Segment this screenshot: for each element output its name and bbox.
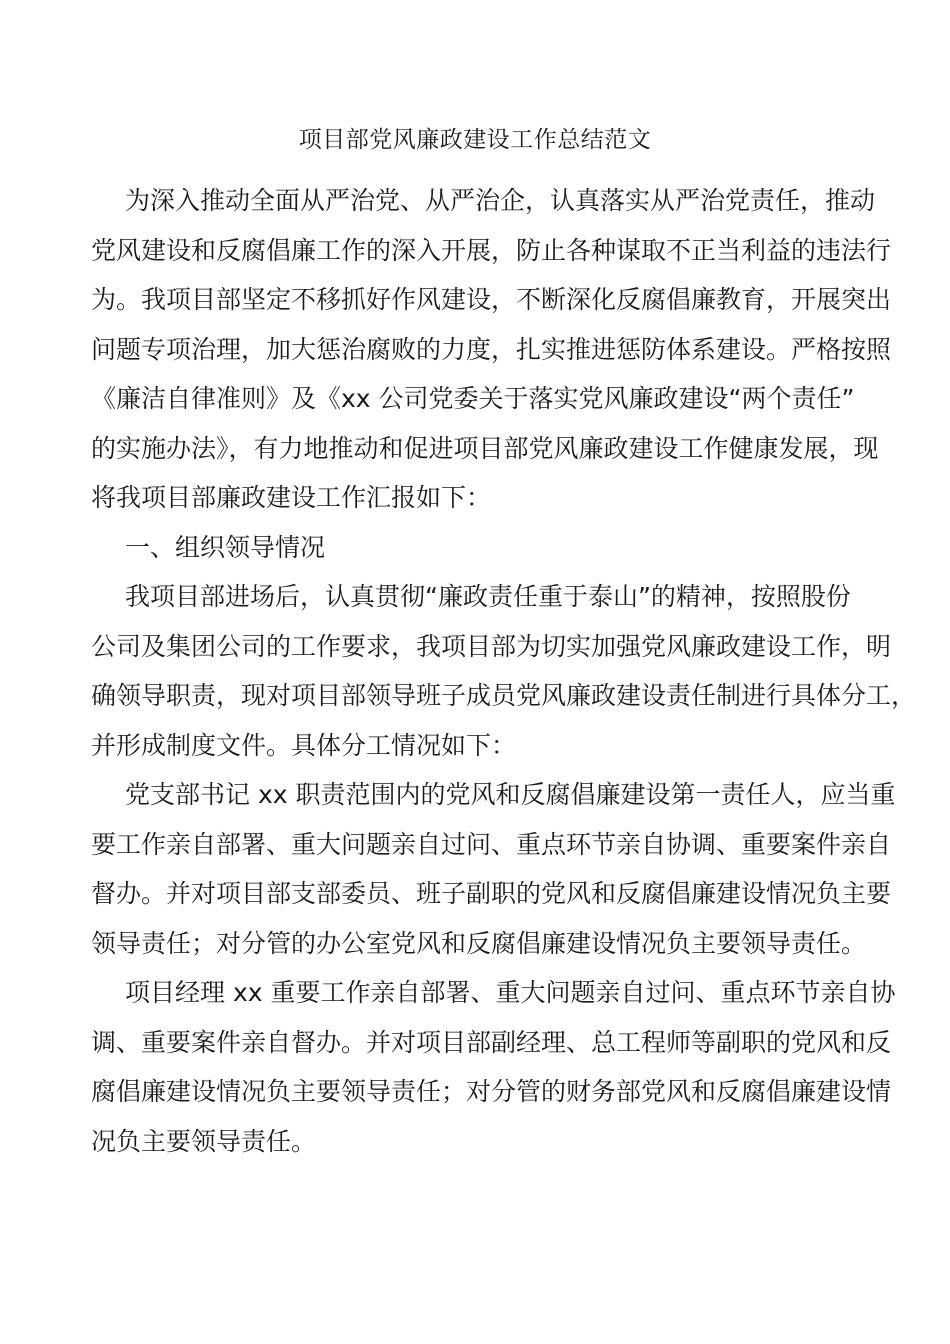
text-line: 领导责任；对分管的办公室党风和反腐倡廉建设情况负主要领导责任。	[91, 928, 867, 958]
paragraph-party-secretary	[91, 770, 896, 968]
paragraph-project-manager	[91, 968, 896, 1166]
text-line: 的实施办法》，有力地推动和促进项目部党风廉政建设工作健康发展，现	[91, 433, 879, 463]
text-line: 腐倡廉建设情况负主要领导责任；对分管的财务部党风和反腐倡廉建设情	[91, 1077, 892, 1106]
section-heading: 一、组织领导情况	[125, 532, 326, 562]
text-line: 项目经理 xx 重要工作亲自部署、重大问题亲自过问、重点环节亲自协	[125, 978, 896, 1007]
document-body	[91, 176, 917, 1166]
text-line: 确领导职责，现对项目部领导班子成员党风廉政建设责任制进行具体分工，	[91, 681, 917, 710]
text-line: 为。我项目部坚定不移抓好作风建设，不断深化反腐倡廉教育，开展突出	[91, 285, 892, 314]
text-line: 将我项目部廉政建设工作汇报如下：	[91, 483, 492, 512]
text-line: 要工作亲自部署、重大问题亲自过问、重点环节亲自协调、重要案件亲自	[91, 829, 892, 859]
paragraph-organization	[91, 572, 917, 770]
text-line: 调、重要案件亲自督办。并对项目部副经理、总工程师等副职的党风和反	[91, 1027, 892, 1057]
text-line: 并形成制度文件。具体分工情况如下：	[91, 730, 517, 760]
text-line: 督办。并对项目部支部委员、班子副职的党风和反腐倡廉建设情况负主要	[91, 879, 892, 908]
text-line: 公司及集团公司的工作要求，我项目部为切实加强党风廉政建设工作，明	[91, 631, 892, 661]
paragraph-intro	[91, 176, 892, 523]
text-line: 为深入推动全面从严治党、从严治企，认真落实从严治党责任，推动	[125, 186, 876, 215]
text-line: 我项目部进场后，认真贯彻“廉政责任重于泰山”的精神，按照股份	[125, 582, 851, 611]
text-line: 况负主要领导责任。	[91, 1126, 317, 1156]
text-line: 党支部书记 xx 职责范围内的党风和反腐倡廉建设第一责任人，应当重	[125, 780, 896, 809]
text-line: 《廉洁自律准则》及《xx 公司党委关于落实党风廉政建设“两个责任”	[91, 384, 855, 413]
text-line: 问题专项治理，加大惩治腐败的力度，扎实推进惩防体系建设。严格按照	[91, 334, 892, 364]
page-title: 项目部党风廉政建设工作总结范文	[298, 127, 652, 153]
text-line: 党风建设和反腐倡廉工作的深入开展，防止各种谋取不正当利益的违法行	[91, 235, 892, 265]
